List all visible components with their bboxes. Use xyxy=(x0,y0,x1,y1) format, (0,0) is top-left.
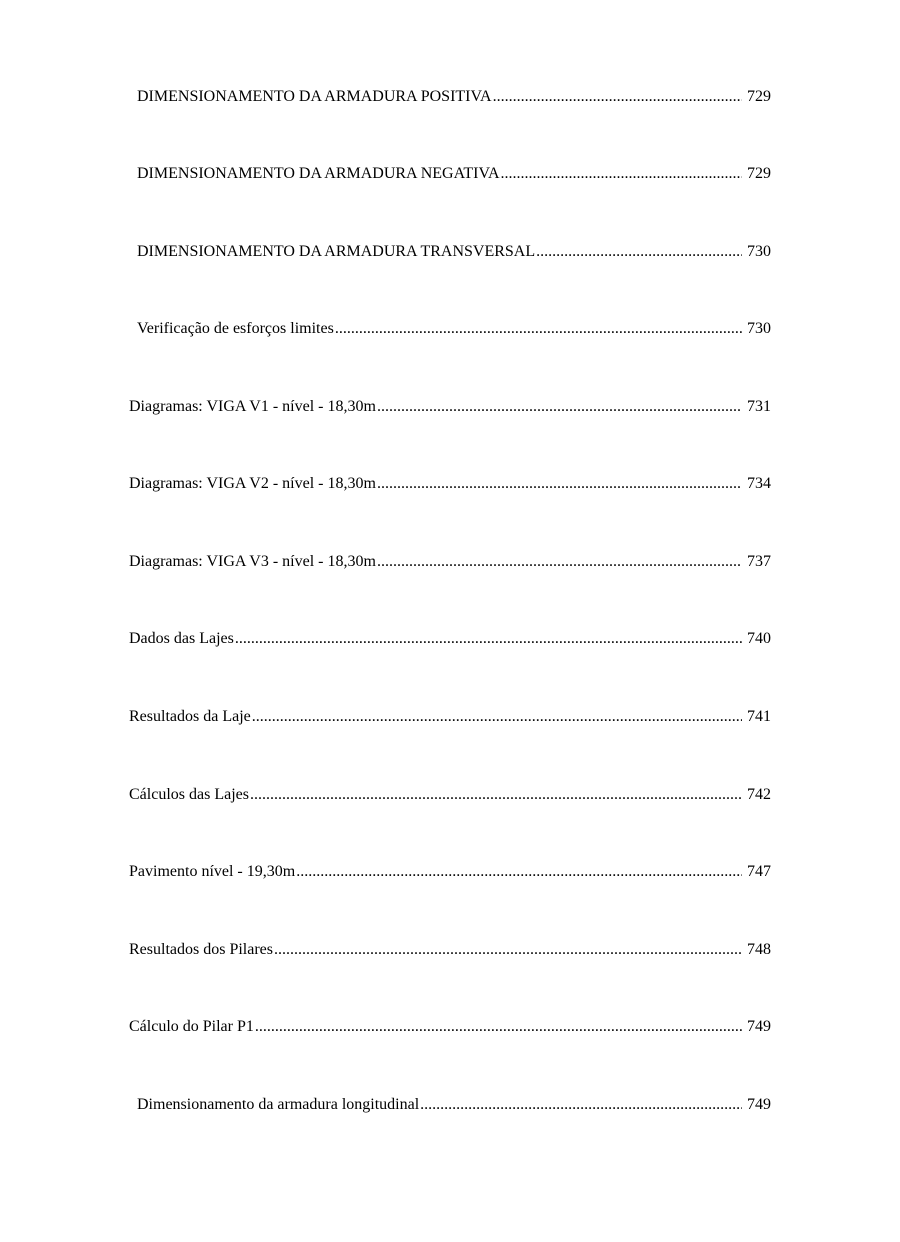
toc-dot-leader xyxy=(377,551,742,573)
toc-entry-title: DIMENSIONAMENTO DA ARMADURA POSITIVA xyxy=(137,88,492,105)
toc-entry-page: 740 xyxy=(747,630,771,647)
toc-entry-title: DIMENSIONAMENTO DA ARMADURA NEGATIVA xyxy=(137,165,500,182)
toc-entry-page: 737 xyxy=(747,553,771,570)
toc-entry-title: Cálculos das Lajes xyxy=(129,786,249,803)
toc-dot-leader xyxy=(296,861,742,883)
toc-entry-title: Dados das Lajes xyxy=(129,630,234,647)
toc-dot-leader xyxy=(493,86,742,108)
toc-entry[interactable] xyxy=(137,318,771,340)
toc-entry[interactable] xyxy=(129,551,771,573)
toc-entry[interactable] xyxy=(129,628,771,650)
toc-entry[interactable] xyxy=(137,163,771,185)
toc-dot-leader xyxy=(501,163,742,185)
toc-dot-leader xyxy=(235,628,742,650)
toc-entry-page: 748 xyxy=(747,941,771,958)
toc-entry[interactable] xyxy=(129,396,771,418)
toc-dot-leader xyxy=(377,473,742,495)
toc-entry-page: 747 xyxy=(747,863,771,880)
toc-entry-page: 730 xyxy=(747,320,771,337)
toc-entry-title: DIMENSIONAMENTO DA ARMADURA TRANSVERSAL xyxy=(137,243,536,260)
toc-entry-page: 749 xyxy=(747,1096,771,1113)
toc-dot-leader xyxy=(335,318,742,340)
toc-entry[interactable] xyxy=(137,86,771,108)
toc-entry-title: Dimensionamento da armadura longitudinal xyxy=(137,1096,420,1113)
toc-entry[interactable] xyxy=(129,706,771,728)
toc-dot-leader xyxy=(274,939,742,961)
toc-entry-page: 734 xyxy=(747,475,771,492)
toc-dot-leader xyxy=(255,1016,742,1038)
toc-entry-title: Diagramas: VIGA V2 - nível - 18,30m xyxy=(129,475,376,492)
toc-entry-title: Resultados dos Pilares xyxy=(129,941,273,958)
toc-entry[interactable] xyxy=(129,861,771,883)
toc-entry[interactable] xyxy=(137,1094,771,1116)
toc-dot-leader xyxy=(420,1094,742,1116)
toc-entry-page: 730 xyxy=(747,243,771,260)
toc-dot-leader xyxy=(377,396,742,418)
toc-entry-title: Diagramas: VIGA V1 - nível - 18,30m xyxy=(129,398,376,415)
toc-entry-title: Verificação de esforços limites xyxy=(137,320,334,337)
toc-entry-page: 741 xyxy=(747,708,771,725)
toc-entry-page: 742 xyxy=(747,786,771,803)
toc-entry[interactable] xyxy=(137,241,771,263)
toc-entry[interactable] xyxy=(129,473,771,495)
toc-entry-title: Resultados da Laje xyxy=(129,708,251,725)
toc-dot-leader xyxy=(250,784,742,806)
toc-entry-page: 729 xyxy=(747,165,771,182)
toc-entry-page: 731 xyxy=(747,398,771,415)
toc-entry-page: 729 xyxy=(747,88,771,105)
toc-entry-title: Pavimento nível - 19,30m xyxy=(129,863,296,880)
toc-entry-title: Diagramas: VIGA V3 - nível - 18,30m xyxy=(129,553,376,570)
toc-dot-leader xyxy=(536,241,742,263)
toc-entry-page: 749 xyxy=(747,1018,771,1035)
toc-entry[interactable] xyxy=(129,939,771,961)
toc-entry[interactable] xyxy=(129,784,771,806)
toc-entry-title: Cálculo do Pilar P1 xyxy=(129,1018,254,1035)
toc-entry[interactable] xyxy=(129,1016,771,1038)
toc-dot-leader xyxy=(252,706,742,728)
